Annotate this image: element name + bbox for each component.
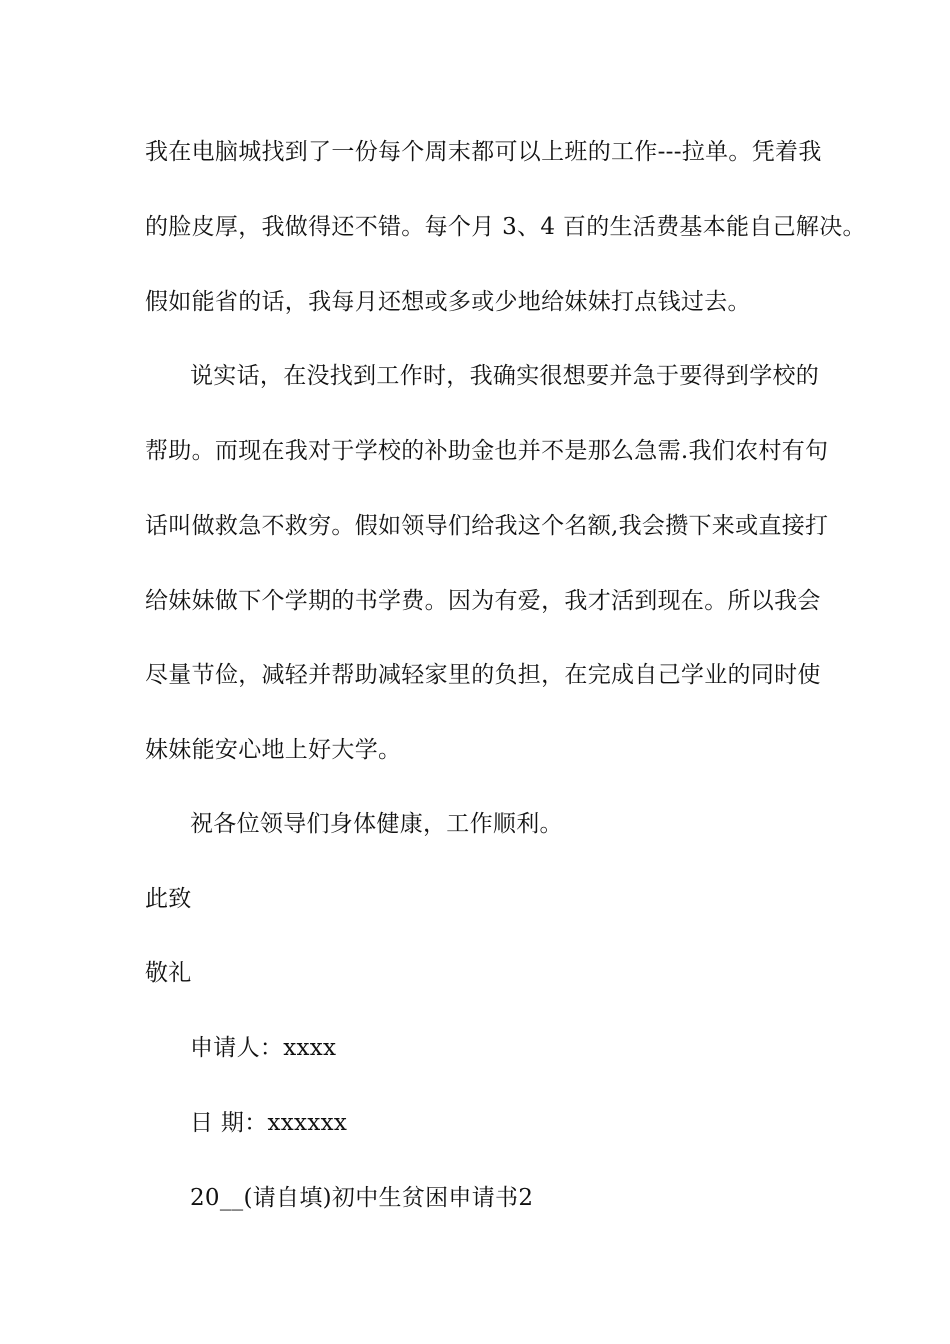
date-line: 日 期：xxxxxx xyxy=(190,1110,348,1136)
paragraph-line-3: 假如能省的话，我每月还想或多或少地给妹妹打点钱过去。 xyxy=(145,289,751,315)
paragraph-line-5: 帮助。而现在我对于学校的补助金也并不是那么急需.我们农村有句 xyxy=(145,438,829,464)
closing-wish: 祝各位领导们身体健康，工作顺利。 xyxy=(190,811,563,837)
applicant-signature: 申请人：xxxx xyxy=(190,1035,337,1061)
paragraph-line-7: 给妹妹做下个学期的书学费。因为有爱，我才活到现在。所以我会 xyxy=(145,588,821,614)
salutation-cizhi: 此致 xyxy=(145,886,192,912)
paragraph-line-9: 妹妹能安心地上好大学。 xyxy=(145,737,402,763)
section-heading: 20__(请自填)初中生贫困申请书2 xyxy=(190,1185,534,1211)
paragraph-line-8: 尽量节俭，减轻并帮助减轻家里的负担，在完成自己学业的同时使 xyxy=(145,662,821,688)
paragraph-line-6: 话叫做救急不救穷。假如领导们给我这个名额,我会攒下来或直接打 xyxy=(145,513,829,539)
paragraph-line-1: 我在电脑城找到了一份每个周末都可以上班的工作---拉单。凭着我 xyxy=(145,139,822,165)
paragraph-line-2: 的脸皮厚，我做得还不错。每个月 3、4 百的生活费基本能自己解决。 xyxy=(145,214,866,240)
salutation-jingli: 敬礼 xyxy=(145,960,192,986)
paragraph-line-4: 说实话，在没找到工作时，我确实很想要并急于要得到学校的 xyxy=(190,363,820,389)
